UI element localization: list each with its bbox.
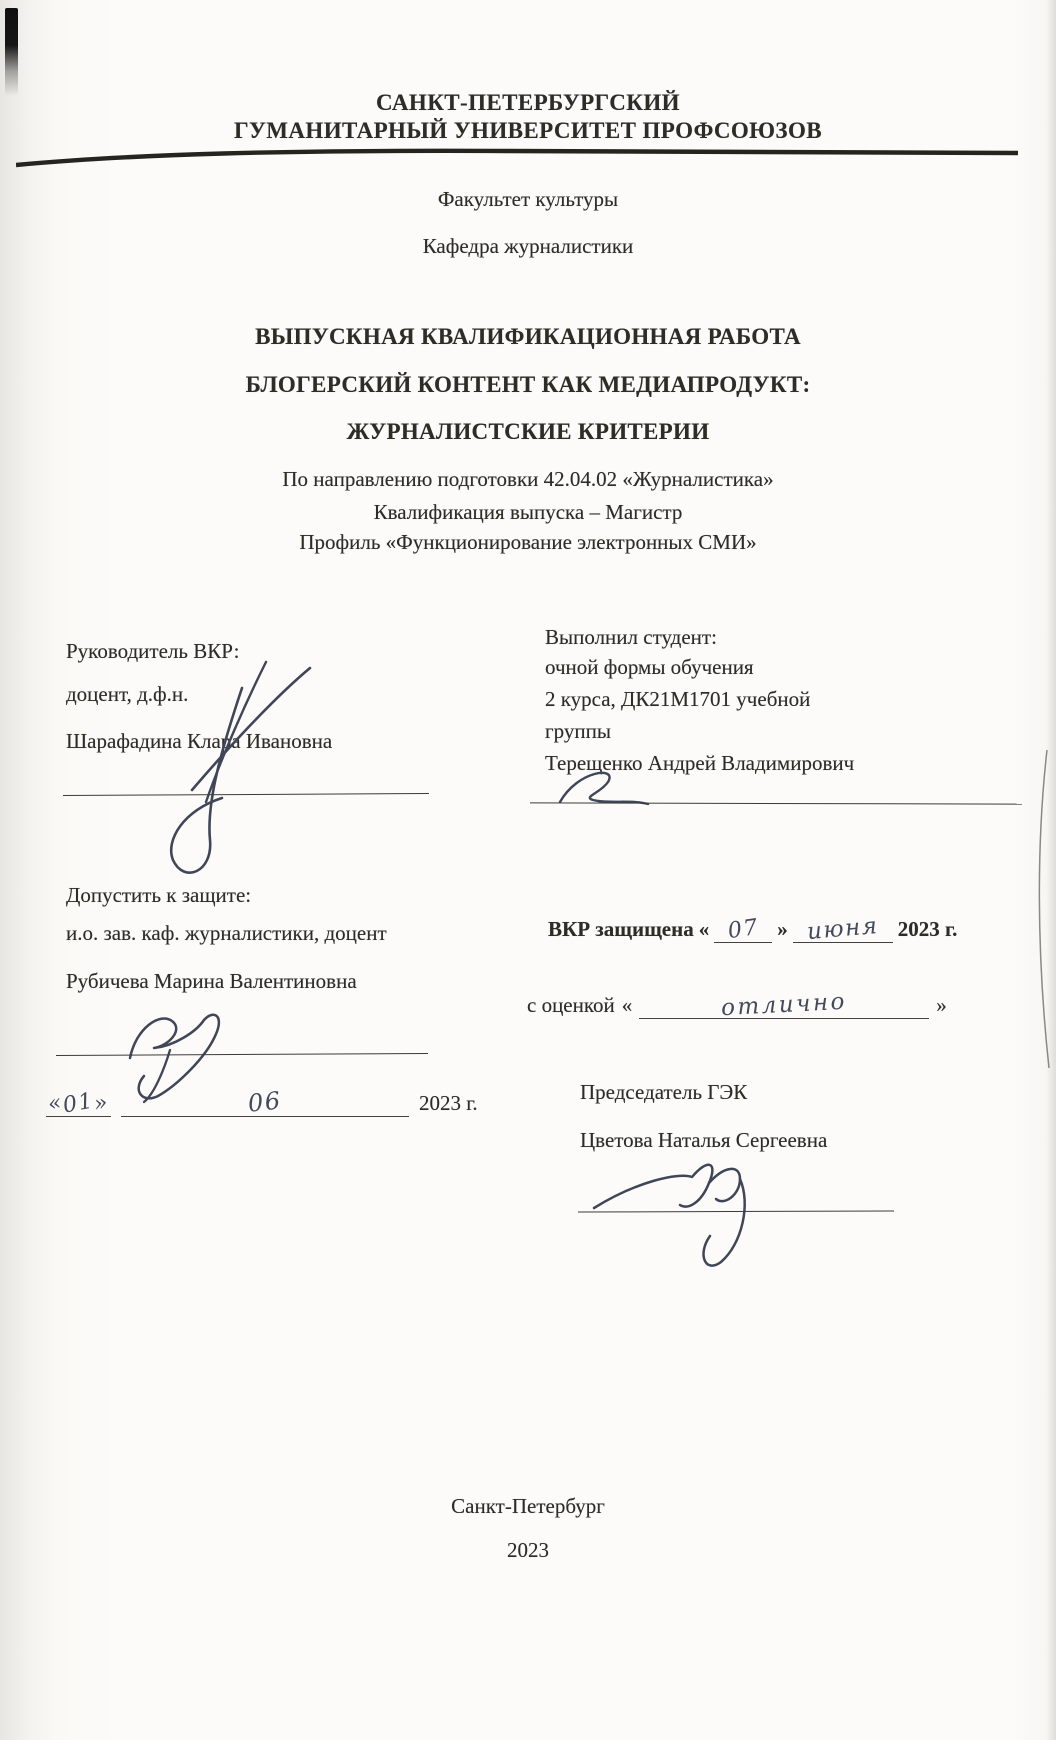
- defense-quote-close: »: [777, 917, 788, 941]
- footer-year: 2023: [507, 1538, 549, 1562]
- student-study-mode: очной формы обучения: [545, 655, 754, 679]
- footer-city: Санкт-Петербург: [451, 1494, 605, 1518]
- admission-date-day-handwritten: 01: [61, 1088, 96, 1119]
- grade-row: [527, 988, 947, 1022]
- student-signature: [548, 762, 658, 814]
- student-group-word: группы: [545, 719, 611, 743]
- admission-date-quote-close: »: [91, 1089, 112, 1118]
- defense-statement: ВКР защищена: [548, 917, 694, 941]
- grade-quote-close: »: [936, 993, 947, 1017]
- faculty-name: Факультет культуры: [437, 187, 619, 211]
- student-label: Выполнил студент:: [545, 625, 717, 649]
- admission-label: Допустить к защите:: [66, 883, 252, 907]
- supervisor-degree: доцент, д.ф.н.: [66, 682, 189, 706]
- department-name: Кафедра журналистики: [422, 234, 634, 258]
- student-name: Терещенко Андрей Владимирович: [545, 751, 855, 775]
- university-name-line2: ГУМАНИТАРНЫЙ УНИВЕРСИТЕТ ПРОФСОЮЗОВ: [233, 118, 823, 143]
- defense-quote-open: «: [698, 917, 710, 941]
- profile: Профиль «Функционирование электронных СМИ»: [299, 530, 757, 554]
- supervisor-label: Руководитель ВКР:: [66, 639, 240, 663]
- scan-right-crease-line: [1034, 748, 1054, 1070]
- chair-label: Председатель ГЭК: [580, 1080, 748, 1104]
- grade-label: с оценкой: [527, 993, 615, 1017]
- defense-date-row: [548, 912, 958, 946]
- grade-quote-open: «: [621, 993, 633, 1017]
- scan-corner-mark: [5, 8, 18, 96]
- grade-handwritten: отлично: [720, 988, 848, 1022]
- admission-date-year: 2023 г.: [418, 1091, 478, 1115]
- defense-month-handwritten: июня: [806, 912, 880, 946]
- admission-approver-name: Рубичева Марина Валентиновна: [66, 969, 357, 993]
- admission-approver-position: и.о. зав. каф. журналистики, доцент: [66, 921, 387, 945]
- defense-year: 2023 г.: [897, 917, 958, 941]
- work-type: ВЫПУСКНАЯ КВАЛИФИКАЦИОННАЯ РАБОТА: [255, 324, 801, 349]
- university-name-line1: САНКТ-ПЕТЕРБУРГСКИЙ: [376, 90, 680, 115]
- work-title-line2: ЖУРНАЛИСТСКИЕ КРИТЕРИИ: [346, 419, 710, 444]
- admission-date-row: [46, 1088, 478, 1117]
- admission-date-month-handwritten: 06: [246, 1086, 284, 1118]
- program-direction: По направлению подготовки 42.04.02 «Журналистика»: [282, 467, 774, 491]
- student-course-group: 2 курса, ДК21М1701 учебной: [545, 687, 811, 711]
- header-rule: [16, 146, 1020, 172]
- supervisor-name: Шарафадина Клара Ивановна: [66, 729, 333, 753]
- work-title-line1: БЛОГЕРСКИЙ КОНТЕНТ КАК МЕДИАПРОДУКТ:: [245, 372, 811, 397]
- chair-signature: [586, 1146, 826, 1272]
- chair-name: Цветова Наталья Сергеевна: [580, 1128, 828, 1152]
- defense-day-handwritten: 07: [726, 914, 761, 945]
- admission-date-quote-open: «: [45, 1089, 66, 1118]
- qualification: Квалификация выпуска – Магистр: [373, 500, 683, 524]
- supervisor-signature: [142, 658, 322, 890]
